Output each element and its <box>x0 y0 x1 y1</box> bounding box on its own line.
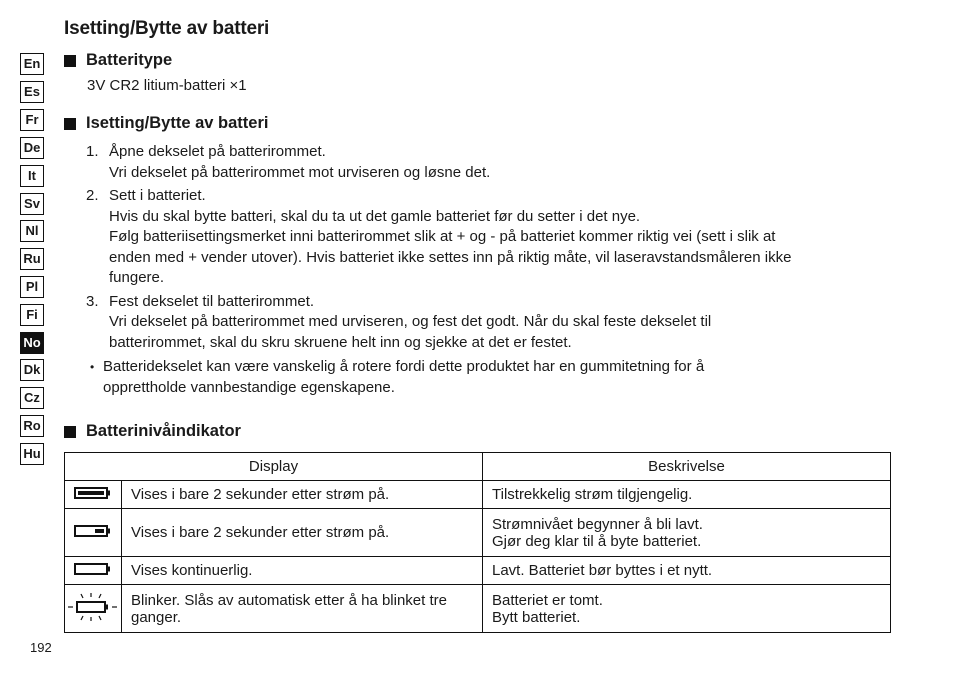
lang-tab-no[interactable]: No <box>20 332 44 354</box>
battery-blinking-icon <box>65 585 122 633</box>
lang-tab-ru[interactable]: Ru <box>20 248 44 270</box>
step-line: batterirommet, skal du skru skruene helt inn og sjekke at det er festet. <box>109 334 572 351</box>
step-number: 2. <box>86 187 99 204</box>
square-bullet-icon <box>64 118 76 130</box>
note-bullet: • <box>90 360 95 374</box>
heading-text: Isetting/Bytte av batteri <box>86 114 269 132</box>
lang-tab-fi[interactable]: Fi <box>20 304 44 326</box>
lang-tab-fr[interactable]: Fr <box>20 109 44 131</box>
description-line: Lavt. Batteriet bør byttes i et nytt. <box>492 562 713 579</box>
lang-tab-hu[interactable]: Hu <box>20 443 44 465</box>
display-cell: Blinker. Slås av automatisk etter å ha blinket tre ganger. <box>122 585 483 633</box>
battery-full-icon <box>65 481 122 509</box>
display-cell: Vises i bare 2 sekunder etter strøm på. <box>122 509 483 557</box>
page-title: Isetting/Bytte av batteri <box>64 18 270 39</box>
heading-text: Batteritype <box>86 51 173 69</box>
section-heading-install <box>64 114 268 133</box>
note-line: Batteridekselet kan være vanskelig å rotere fordi dette produktet har en gummitetning for å <box>103 358 705 375</box>
page-number: 192 <box>30 640 52 655</box>
square-bullet-icon <box>64 426 76 438</box>
step-line: Sett i batteriet. <box>109 187 206 204</box>
step-line: Følg batteriisettingsmerket inni batterirommet slik at + og - på batteriet kommer riktig vei (sett i slik at <box>109 228 776 245</box>
table-row <box>65 509 891 557</box>
description-line: Bytt batteriet. <box>492 608 581 626</box>
step-number: 3. <box>86 293 99 310</box>
table-row <box>65 585 891 633</box>
lang-tab-dk[interactable]: Dk <box>20 359 44 381</box>
square-bullet-icon <box>64 55 76 67</box>
description-line: Strømnivået begynner å bli lavt. <box>492 515 703 533</box>
note-line: opprettholde vannbestandige egenskapene. <box>103 379 395 396</box>
description-cell <box>483 509 891 557</box>
column-header-display: Display <box>65 453 483 481</box>
battery-empty-icon <box>65 557 122 585</box>
description-cell <box>483 481 891 509</box>
table-header-row <box>65 453 891 481</box>
description-cell <box>483 585 891 633</box>
description-line: Gjør deg klar til å byte batteriet. <box>492 532 702 550</box>
lang-tab-sv[interactable]: Sv <box>20 193 44 215</box>
step-line: Vri dekselet på batterirommet mot urviseren og løsne det. <box>109 164 491 181</box>
table-row <box>65 481 891 509</box>
description-cell <box>483 557 891 585</box>
lang-tab-nl[interactable]: Nl <box>20 220 44 242</box>
section-heading-battery-type <box>64 51 172 70</box>
section-heading-indicator <box>64 422 241 441</box>
battery-indicator-table <box>64 452 891 633</box>
step-line: Vri dekselet på batterirommet med urviseren, og fest det godt. Når du skal feste dekselet til <box>109 313 712 330</box>
step-number: 1. <box>86 143 99 160</box>
lang-tab-en[interactable]: En <box>20 53 44 75</box>
step-line: enden med + vender utover). Hvis batteriet ikke settes inn på riktig måte, vil laseravstandsmåleren ikke <box>109 249 792 266</box>
step-line: Åpne dekselet på batterirommet. <box>109 143 326 160</box>
battery-type-text: 3V CR2 litium-batteri ×1 <box>87 77 247 94</box>
display-cell: Vises i bare 2 sekunder etter strøm på. <box>122 481 483 509</box>
heading-text: Batterinivåindikator <box>86 422 241 440</box>
display-cell: Vises kontinuerlig. <box>122 557 483 585</box>
lang-tab-de[interactable]: De <box>20 137 44 159</box>
step-line: fungere. <box>109 269 165 286</box>
description-line: Batteriet er tomt. <box>492 591 603 609</box>
lang-tab-es[interactable]: Es <box>20 81 44 103</box>
description-line: Tilstrekkelig strøm tilgjengelig. <box>492 486 693 503</box>
column-header-description: Beskrivelse <box>483 453 891 481</box>
lang-tab-it[interactable]: It <box>20 165 44 187</box>
lang-tab-ro[interactable]: Ro <box>20 415 44 437</box>
lang-tab-cz[interactable]: Cz <box>20 387 44 409</box>
table-row <box>65 557 891 585</box>
step-line: Hvis du skal bytte batteri, skal du ta ut det gamle batteriet før du setter i det nye. <box>109 208 641 225</box>
lang-tab-pl[interactable]: Pl <box>20 276 44 298</box>
step-line: Fest dekselet til batterirommet. <box>109 293 315 310</box>
battery-low-icon <box>65 509 122 557</box>
